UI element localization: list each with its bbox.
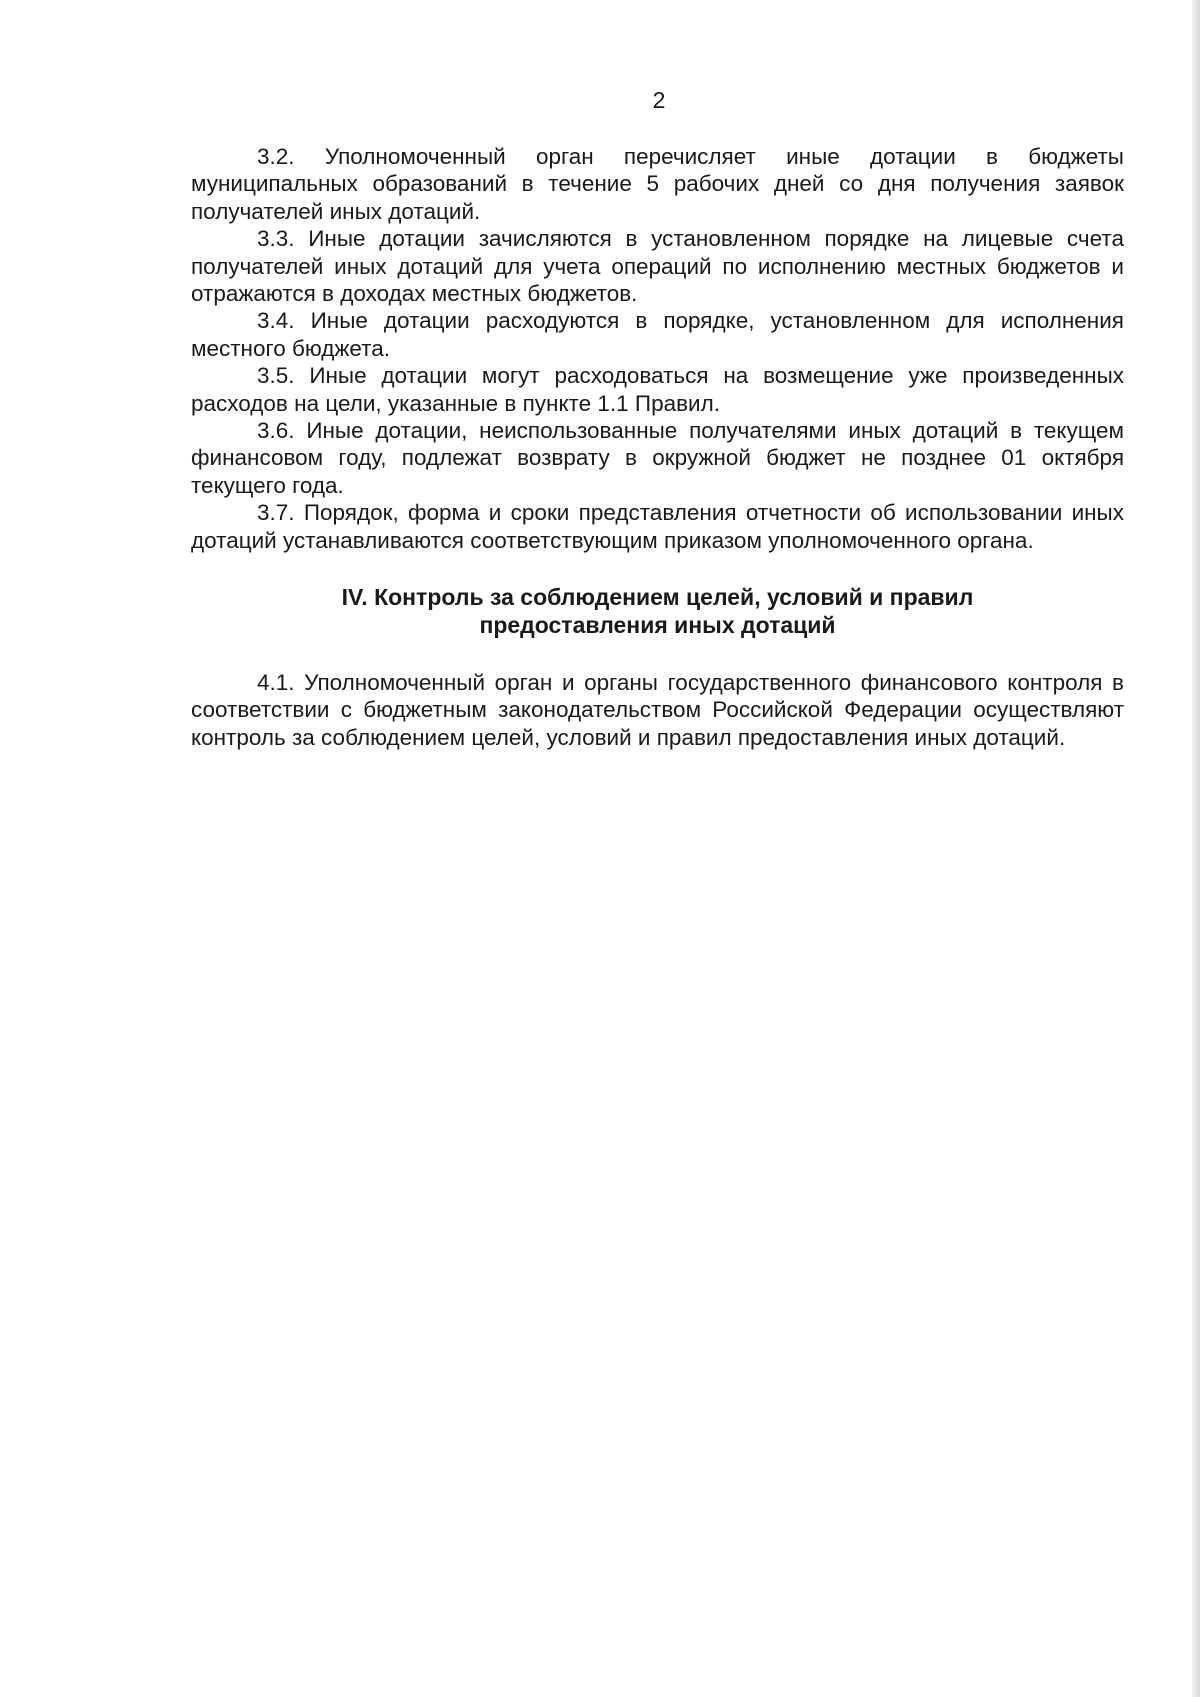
paragraph-number: 3.2.	[257, 144, 295, 169]
paragraph-text: Иные дотации зачисляются в установленном порядке на лицевые счета получателей иных дотаций для учета операций по исполнению местных бюджетов и отражаются в доходах местных бюджетов.	[191, 226, 1124, 307]
paragraph-text: Порядок, форма и сроки представления отчетности об использовании иных дотаций устанавливаются соответствующим приказом уполномоченного органа.	[191, 500, 1124, 553]
paragraph-text: Иные дотации расходуются в порядке, установленном для исполнения местного бюджета.	[191, 308, 1124, 361]
paragraph-number: 3.5.	[257, 363, 295, 389]
paragraph-number: 3.4.	[257, 308, 295, 334]
paragraph-3-5	[191, 362, 1124, 417]
paragraph-3-3	[191, 225, 1124, 307]
section-heading-line-1: IV. Контроль за соблюдением целей, условий и правил	[341, 584, 974, 611]
paragraph-4-1	[191, 669, 1124, 751]
paragraph-text: Уполномоченный орган и органы государственного финансового контроля в соответствии с бюджетным законодательством Российской Федерации осуществляют контроль за соблюдением целей, условий и правил предоставления иных дотаций.	[191, 669, 1124, 750]
paragraph-3-2	[191, 143, 1124, 225]
section-heading-line-2: предоставления иных дотаций	[479, 611, 836, 638]
paragraph-number: 3.6.	[257, 418, 295, 444]
paragraph-text: Уполномоченный орган перечисляет иные дотации в бюджеты муниципальных образований в течение 5 рабочих дней со дня получения заявок получателей иных дотаций.	[191, 144, 1124, 224]
paragraph-text: Иные дотации могут расходоваться на возмещение уже произведенных расходов на цели, указанные в пункте 1.1 Правил.	[191, 363, 1124, 416]
paragraph-3-7	[191, 499, 1124, 554]
section-heading	[191, 584, 1124, 639]
paragraph-3-6	[191, 417, 1124, 499]
page-edge-shadow	[1192, 0, 1200, 1697]
paragraph-number: 3.7.	[257, 500, 295, 526]
paragraph-number: 3.3.	[257, 226, 295, 252]
page-number: 2	[652, 87, 666, 113]
document-body	[191, 143, 1124, 751]
paragraph-number: 4.1.	[257, 669, 295, 695]
paragraph-3-4	[191, 307, 1124, 362]
paragraph-text: Иные дотации, неиспользованные получателями иных дотаций в текущем финансовом году, подлежат возврату в окружной бюджет не позднее 01 октября текущего года.	[191, 418, 1124, 498]
